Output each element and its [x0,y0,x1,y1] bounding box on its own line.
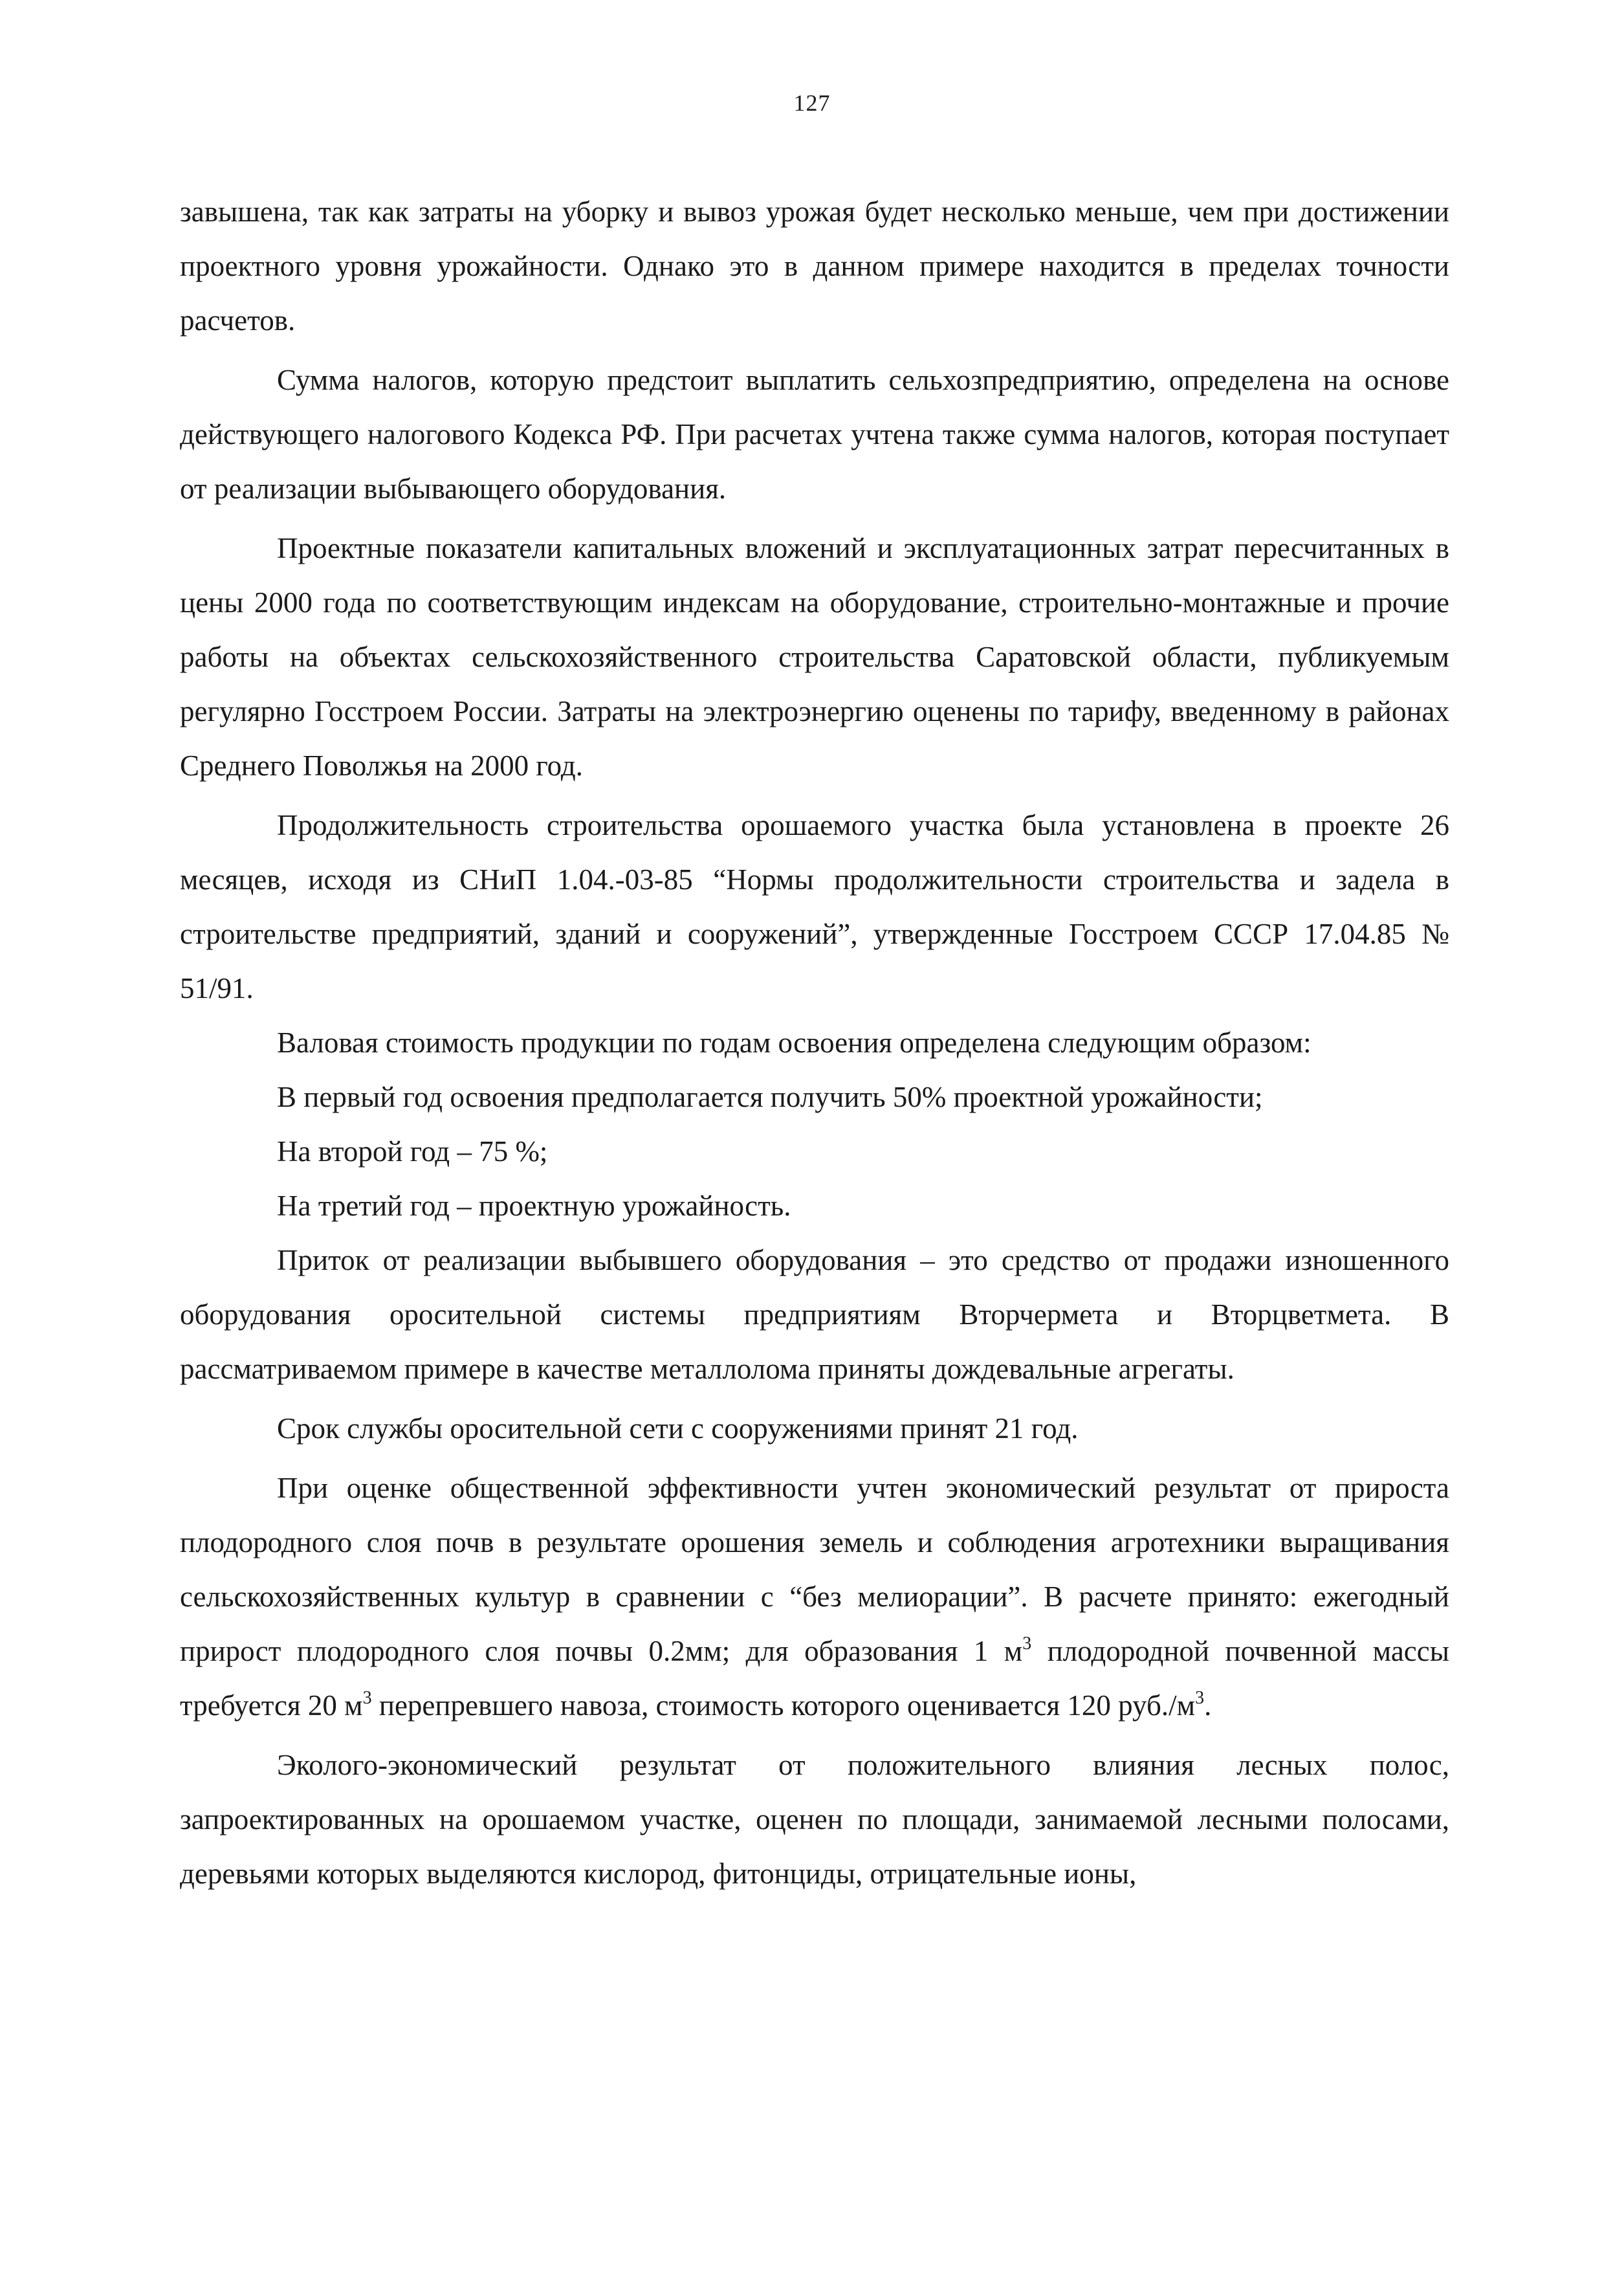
social-efficiency-text-b: плодородной почвенной массы требуется 20 м [180,1635,1449,1722]
paragraph-third-year: На третий год – проектную урожайность. [277,1190,791,1222]
paragraph-second-year: На второй год – 75 %; [277,1135,548,1168]
superscript-cubic-3: 3 [1195,1688,1205,1708]
paragraph-gross-value: Валовая стоимость продукции по годам освоения определена следующим образом: [277,1026,1311,1059]
paragraph-forest-belts: Эколого-экономический результат от положительного влияния лесных полос, запроектированных на орошаемом участке, оценен по площади, занимаемой лесными полосами, деревьями которых выделяются кислород, фитонциды, отрицательные ионы, [180,1749,1449,1890]
document-body [180,184,1449,1901]
paragraph-project-indicators: Проектные показатели капитальных вложений и эксплуатационных затрат пересчитанных в цены 2000 года по соответствующим индексам на оборудование, строительно-монтажные и прочие работы на объектах сельскохозяйственного строительства Саратовской области, публикуемым регулярно Госстроем России. Затраты на электроэнергию оценены по тарифу, введенному в районах Среднего Поволжья на 2000 год. [180,532,1449,782]
paragraph-construction-duration: Продолжительность строительства орошаемого участка была установлена в проекте 26 месяцев, исходя из СНиП 1.04.-03-85 “Нормы продолжительности строительства и задела в строительстве предприятий, зданий и сооружений”, утвержденные Госстроем СССР 17.04.85 № 51/91. [180,809,1449,1004]
page-number: 127 [793,90,831,116]
social-efficiency-text-a: При оценке общественной эффективности учтен экономический результат от прироста плодородного слоя почв в результате орошения земель и соблюдения агротехники выращивания сельскохозяйственных культур в сравнении с “без мелиорации”. В расчете принято: ежегодный прирост плодородного слоя почвы 0.2мм; для образования 1 м [180,1472,1449,1667]
paragraph-service-life: Срок службы оросительной сети с сооружениями принят 21 год. [277,1412,1079,1445]
superscript-cubic-1: 3 [1022,1634,1032,1654]
paragraph-first-year: В первый год освоения предполагается получить 50% проектной урожайности; [277,1081,1263,1113]
paragraph-taxes: Сумма налогов, которую предстоит выплатить сельхозпредприятию, определена на основе действующего налогового Кодекса РФ. При расчетах учтена также сумма налогов, которая поступает от реализации выбывающего оборудования. [180,364,1449,505]
social-efficiency-text-c: перепревшего навоза, стоимость которого оценивается 120 руб./м [371,1689,1196,1722]
social-efficiency-text-d: . [1204,1689,1212,1722]
paragraph-social-efficiency [180,1461,1449,1733]
superscript-cubic-2: 3 [362,1688,372,1708]
paragraph-equipment-inflow: Приток от реализации выбывшего оборудования – это средство от продажи изношенного оборудования оросительной системы предприятиям Вторчермета и Вторцветмета. В рассматриваемом примере в качестве металлолома приняты дождевальные агрегаты. [180,1244,1449,1385]
paragraph-continuation: завышена, так как затраты на уборку и вывоз урожая будет несколько меньше, чем при достижении проектного уровня урожайности. Однако это в данном примере находится в пределах точности расчетов. [180,195,1449,337]
